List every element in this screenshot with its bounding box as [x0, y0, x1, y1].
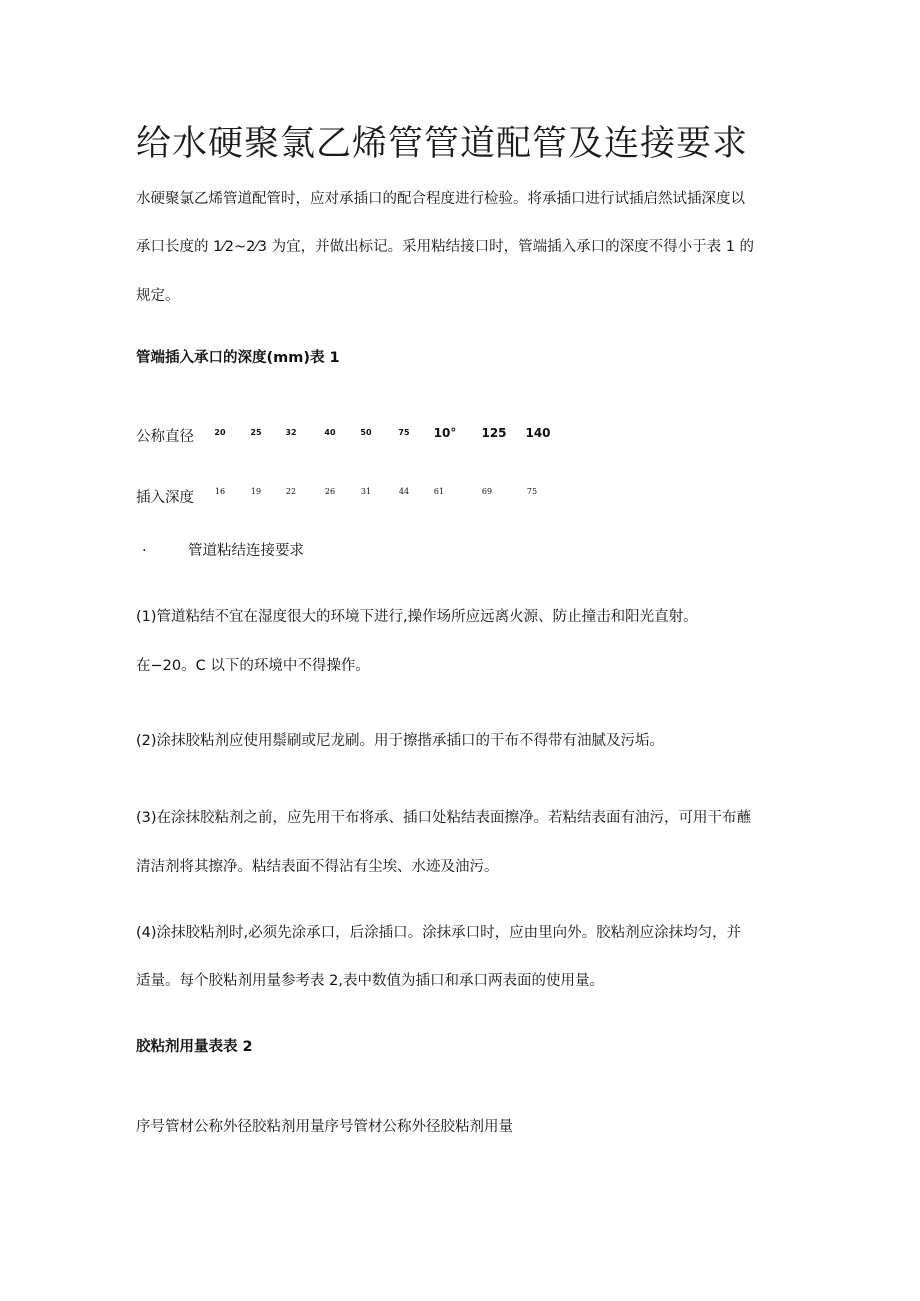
diameter-cell: 32	[285, 428, 297, 437]
page-title: 给水硬聚氯乙烯管管道配管及连接要求	[136, 124, 749, 164]
table-1-row-label-diameter: 公称直径	[136, 429, 194, 445]
diameter-cell: 40	[324, 428, 336, 437]
intro-line-2: 承口长度的 1⁄2~2⁄3 为宜，并做出标记。采用粘结接口时，管端插入承口的深度不得小于表 1 的	[136, 239, 755, 255]
diameter-cell: 20	[214, 428, 226, 437]
section-heading: 管道粘结连接要求	[188, 543, 304, 559]
item-4-line-2: 适量。每个胶粘剂用量参考表 2,表中数值为插口和承口两表面的使用量。	[136, 973, 604, 989]
diameter-cell: 140	[525, 426, 551, 440]
item-4-line-1: (4)涂抹胶粘剂时,必须先涂承口，后涂插口。涂抹承口时，应由里向外。胶粘剂应涂抹均匀，并	[136, 925, 742, 941]
intro-line-1: 水硬聚氯乙烯管道配管时，应对承插口的配合程度进行检验。将承插口进行试插启然试插深度以	[136, 191, 745, 207]
depth-cell: 69	[481, 487, 493, 496]
depth-cell: 22	[285, 487, 297, 496]
depth-cell: 26	[324, 487, 336, 496]
depth-cell: 75	[526, 487, 538, 496]
depth-cell: 61	[433, 487, 445, 496]
depth-cell: 44	[398, 487, 410, 496]
item-3-line-1: (3)在涂抹胶粘剂之前，应先用干布将承、插口处粘结表面擦净。若粘结表面有油污，可用干布蘸	[136, 810, 752, 826]
depth-cell: 16	[214, 487, 226, 496]
item-1-line-1: (1)管道粘结不宜在湿度很大的环境下进行,操作场所应远离火源、防止撞击和阳光直射。	[136, 609, 698, 625]
section-bullet: .	[142, 539, 147, 555]
table-1-caption: 管端插入承口的深度(mm)表 1	[136, 350, 340, 366]
diameter-cell: 50	[360, 428, 372, 437]
depth-cell: 19	[250, 487, 262, 496]
table-2-header: 序号管材公称外径胶粘剂用量序号管材公称外径胶粘剂用量	[136, 1119, 513, 1135]
diameter-cell: 25	[250, 428, 262, 437]
diameter-cell: 75	[398, 428, 410, 437]
item-1-line-2: 在−20。C 以下的环境中不得操作。	[136, 658, 370, 674]
item-3-line-2: 清洁剂将其擦净。粘结表面不得沾有尘埃、水迹及油污。	[136, 859, 499, 875]
intro-line-3: 规定。	[136, 288, 180, 304]
diameter-cell: 125	[481, 426, 507, 440]
depth-cell: 31	[360, 487, 372, 496]
table-1-row-label-depth: 插入深度	[136, 490, 194, 506]
item-2-line-1: (2)涂抹胶粘剂应使用鬃刷或尼龙刷。用于擦揩承插口的干布不得带有油腻及污垢。	[136, 733, 665, 749]
diameter-cell: 10°	[433, 426, 457, 440]
table-2-caption: 胶粘剂用量表表 2	[136, 1039, 253, 1055]
